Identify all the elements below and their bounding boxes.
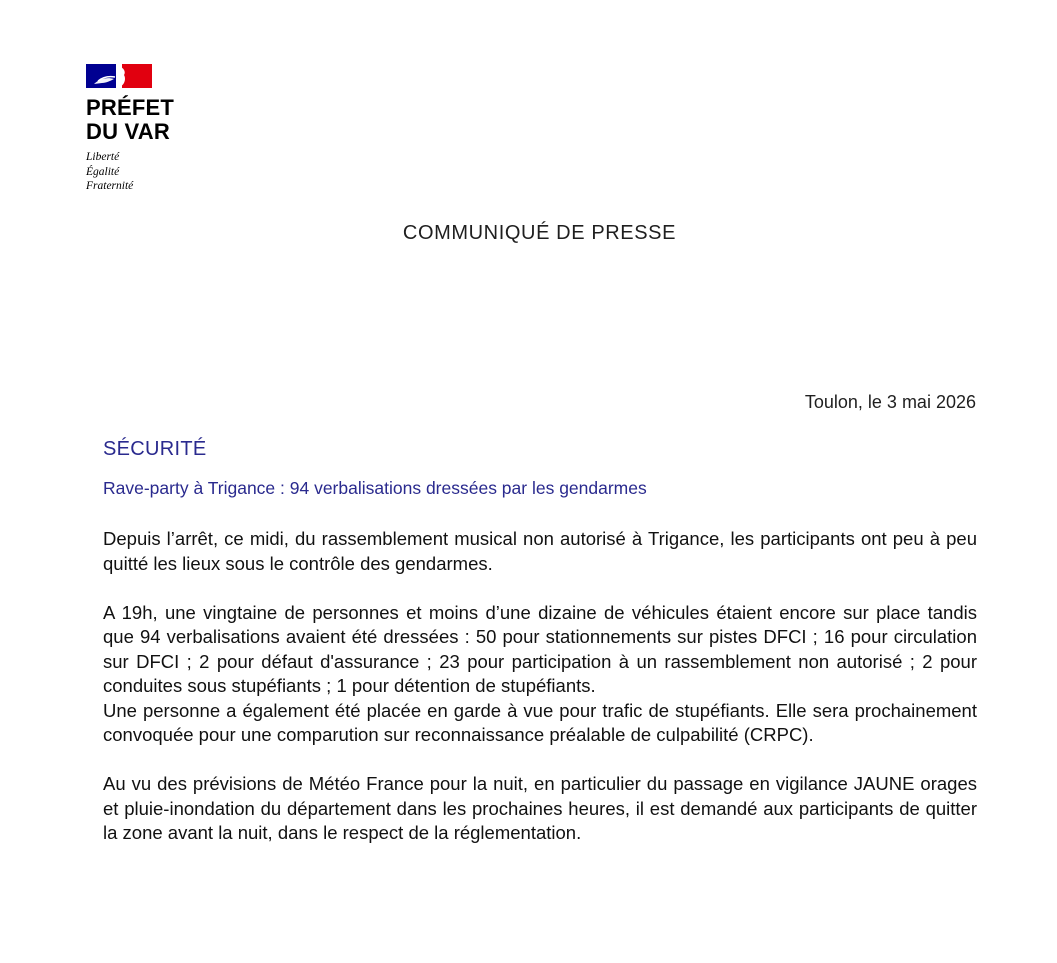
section-heading: SÉCURITÉ <box>103 438 207 460</box>
document-date: Toulon, le 3 mai 2026 <box>804 392 976 412</box>
devise-fraternite: Fraternité <box>86 180 134 192</box>
document-type: COMMUNIQUÉ DE PRESSE <box>402 222 677 244</box>
paragraph: Une personne a également été placée en garde à vue pour trafic de stupéfiants. Elle sera prochainement convoquée pour une comparution sur reconnaissance préalable de culpabilité (CRPC). <box>103 699 977 745</box>
paragraph: Depuis l’arrêt, ce midi, du rassemblement musical non autorisé à Trigance, les participants ont peu à peu quitté les lieux sous le contrôle des gendarmes. <box>103 528 977 574</box>
devise <box>86 150 174 194</box>
paragraph: Au vu des prévisions de Météo France pour la nuit, en particulier du passage en vigilance JAUNE orages et pluie-inondation du département dans les prochaines heures, il est demandé aux participants de quitter la zone avant la nuit, dans le respect de la réglementation. <box>103 773 977 843</box>
logo-line-du-var: DU VAR <box>86 119 170 144</box>
press-release-body <box>103 527 977 846</box>
logo-line-prefet: PRÉFET <box>86 95 174 120</box>
devise-egalite: Égalité <box>86 165 120 178</box>
prefecture-logo <box>86 64 174 194</box>
press-release-title: Rave-party à Trigance : 94 verbalisations dressées par les gendarmes <box>103 478 647 498</box>
marianne-flag-icon <box>86 64 152 88</box>
logo-title <box>86 96 174 144</box>
devise-liberte: Liberté <box>86 151 120 163</box>
paragraph: A 19h, une vingtaine de personnes et moins d’une dizaine de véhicules étaient encore sur place tandis que 94 verbalisations avaient été dressées : 50 pour stationnements sur pistes DFCI ; 16 pour circulation sur DFCI ; 2 pour défaut d'assurance ; 23 pour participation à un rassemblement non autorisé ; 2 pour conduites sous stupéfiants ; 1 pour détention de stupéfiants. <box>103 601 977 696</box>
